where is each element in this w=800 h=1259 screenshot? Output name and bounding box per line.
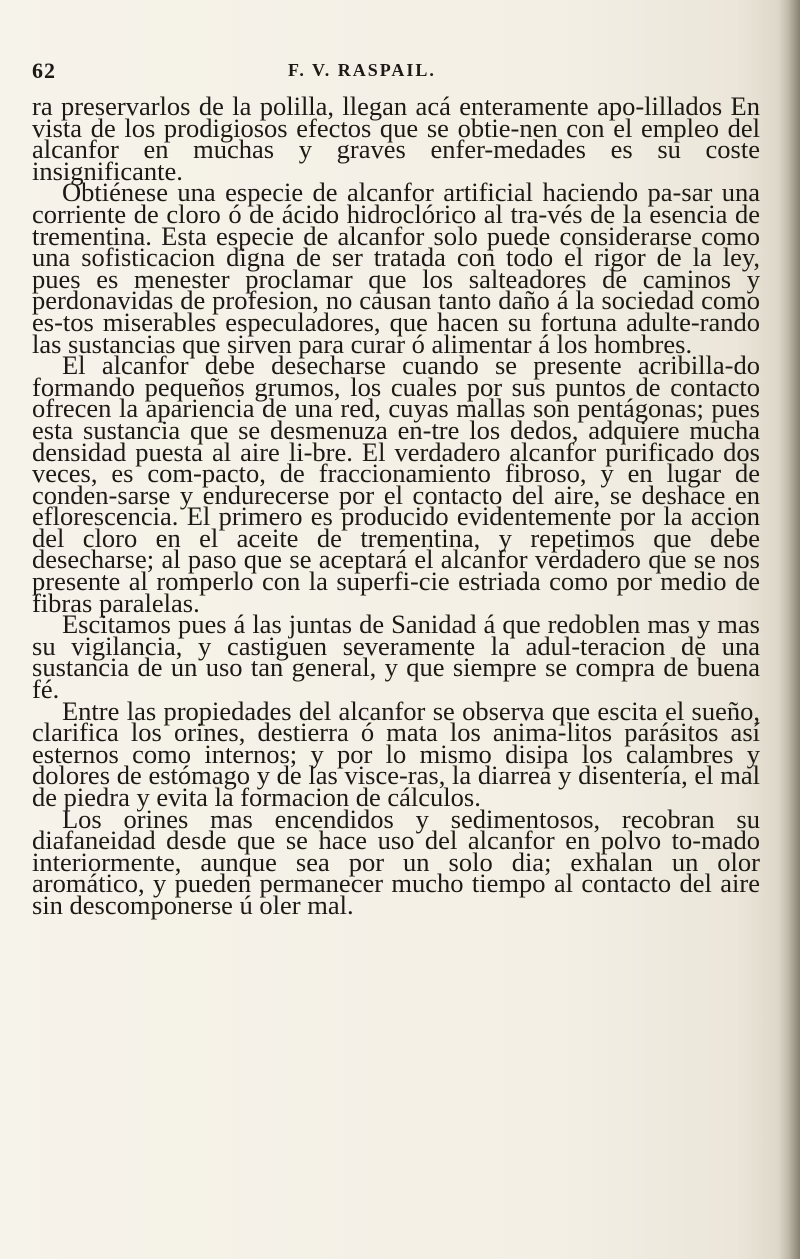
- paragraph: Los orines mas encendidos y sedimentosos, recobran su diafaneidad desde que se hace uso del alcanfor en polvo to-mado interiormente, aunque sea por un solo dia; exhalan un olor aromático, y pueden permanecer mucho tiempo al contacto del aire sin descomponerse ú oler mal.: [32, 803, 760, 920]
- paragraph: Entre las propiedades del alcanfor se observa que escita el sueño, clarifica los orines, destierra ó mata los anima-litos parásitos así esternos como internos; y por lo mismo disipa los calambres y dolores de estómago y de las visce-ras, la diarrea y disentería, el mal de piedra y evita la formacion de cálculos.: [32, 695, 760, 812]
- paragraph: Obtiénese una especie de alcanfor artificial haciendo pa-sar una corriente de cloro ó de ácido hidroclórico al tra-vés de la esencia de trementina. Esta especie de alcanfor solo puede considerarse como una sofisticacion digna de ser tratada con todo el rigor de la ley, pues es menester proclamar que los salteadores de caminos y perdonavidas de profesion, no causan tanto daño á la sociedad como es-tos miserables especuladores, que hacen su fortuna adulte-rando las sustancias que sirven para curar ó alimentar á los hombres.: [32, 177, 760, 359]
- paragraph: El alcanfor debe desecharse cuando se presente acribilla-do formando pequeños grumos, los cuales por sus puntos de contacto ofrecen la apariencia de una red, cuyas mallas son pentágonas; pues esta sustancia que se desmenuza en-tre los dedos, adquiere mucha densidad puesta al aire li-bre. El verdadero alcanfor purificado dos veces, es com-pacto, de fraccionamiento fibroso, y en lugar de conden-sarse y endurecerse por el contacto del aire, se deshace en eflorescencia. El primero es producido evidentemente por la accion del cloro en el aceite de trementina, y repetimos que debe desecharse; al paso que se aceptará el alcanfor verdadero que se nos presente al romperlo con la superfi-cie estriada como por medio de fibras paralelas.: [32, 350, 760, 618]
- page-edge-shadow: [778, 0, 800, 1259]
- page-header: [32, 58, 732, 92]
- body-text: [32, 91, 760, 920]
- paragraph: Escitamos pues á las juntas de Sanidad á que redoblen mas y mas su vigilancia, y castiguen severamente la adul-teracion de una sustancia de un uso tan general, y que siempre se compra de buena fé.: [32, 609, 760, 705]
- running-head: F. V. RASPAIL.: [288, 60, 436, 80]
- paragraph: ra preservarlos de la polilla, llegan acá enteramente apo-lillados En vista de los prodigiosos efectos que se obtie-nen con el empleo del alcanfor en muchas y graves enfer-medades es su coste insignificante.: [32, 91, 760, 186]
- page-number: 62: [32, 58, 56, 83]
